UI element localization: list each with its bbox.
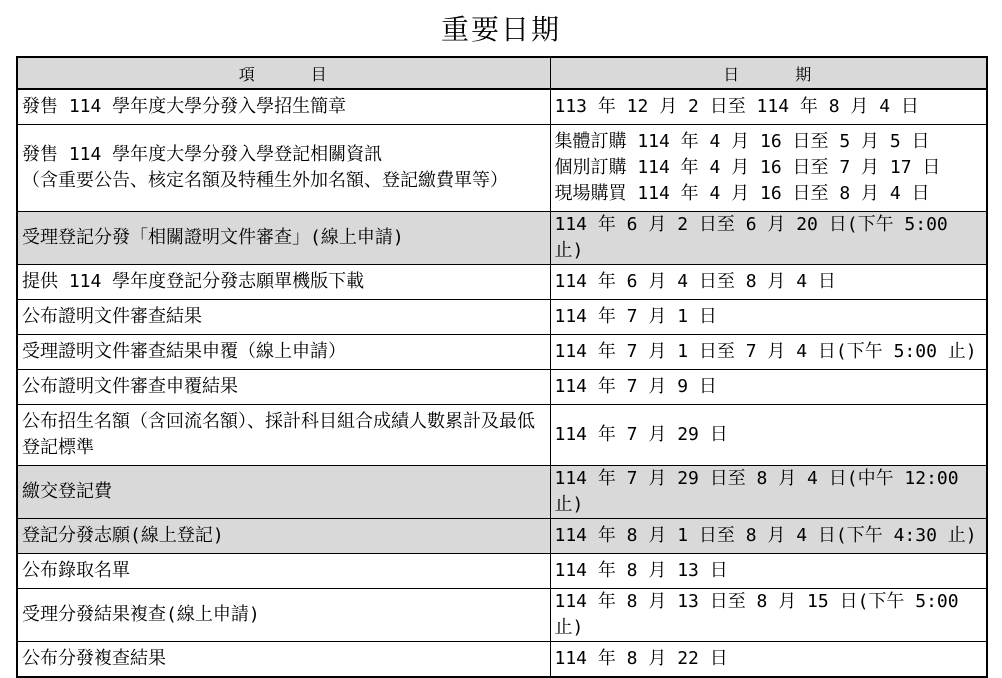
date-cell: 114 年 7 月 1 日 <box>550 300 987 335</box>
column-header-item: 項 目 <box>17 57 550 89</box>
item-cell: 公布證明文件審查申覆結果 <box>17 370 550 405</box>
date-cell: 114 年 8 月 1 日至 8 月 4 日(下午 4:30 止) <box>550 519 987 554</box>
item-cell: 受理證明文件審查結果申覆（線上申請） <box>17 335 550 370</box>
item-cell: 受理分發結果複查(線上申請) <box>17 589 550 642</box>
item-cell: 發售 114 學年度大學分發入學登記相關資訊 （含重要公告、核定名額及特種生外加名額、登記繳費單等） <box>17 125 550 212</box>
table-row <box>17 335 987 370</box>
item-cell: 公布分發複查結果 <box>17 642 550 678</box>
table-row <box>17 519 987 554</box>
item-cell: 公布招生名額（含回流名額）、採計科目組合成績人數累計及最低登記標準 <box>17 405 550 466</box>
table-row <box>17 125 987 212</box>
table-row <box>17 370 987 405</box>
table-row <box>17 212 987 265</box>
item-cell: 公布證明文件審查結果 <box>17 300 550 335</box>
table-row <box>17 405 987 466</box>
date-cell: 114 年 8 月 22 日 <box>550 642 987 678</box>
table-row <box>17 589 987 642</box>
page-title: 重要日期 <box>440 13 561 46</box>
date-cell: 114 年 7 月 9 日 <box>550 370 987 405</box>
item-cell: 繳交登記費 <box>17 466 550 519</box>
item-cell: 公布錄取名單 <box>17 554 550 589</box>
date-cell: 114 年 6 月 2 日至 6 月 20 日(下午 5:00 止) <box>550 212 987 265</box>
important-dates-table <box>16 56 988 678</box>
table-body <box>17 89 987 677</box>
table-row <box>17 466 987 519</box>
date-cell: 114 年 7 月 29 日 <box>550 405 987 466</box>
date-cell: 集體訂購 114 年 4 月 16 日至 5 月 5 日 個別訂購 114 年 4 月 16 日至 7 月 17 日 現場購買 114 年 4 月 16 日至 8 月 4 日 <box>550 125 987 212</box>
table-row <box>17 89 987 125</box>
table-row <box>17 265 987 300</box>
date-cell: 114 年 6 月 4 日至 8 月 4 日 <box>550 265 987 300</box>
item-cell: 發售 114 學年度大學分發入學招生簡章 <box>17 89 550 125</box>
table-row <box>17 300 987 335</box>
date-cell: 114 年 8 月 13 日至 8 月 15 日(下午 5:00 止) <box>550 589 987 642</box>
date-cell: 114 年 7 月 1 日至 7 月 4 日(下午 5:00 止) <box>550 335 987 370</box>
date-cell: 113 年 12 月 2 日至 114 年 8 月 4 日 <box>550 89 987 125</box>
table-row <box>17 554 987 589</box>
item-cell: 提供 114 學年度登記分發志願單機版下載 <box>17 265 550 300</box>
date-cell: 114 年 7 月 29 日至 8 月 4 日(中午 12:00 止) <box>550 466 987 519</box>
item-cell: 登記分發志願(線上登記) <box>17 519 550 554</box>
column-header-date: 日 期 <box>550 57 987 89</box>
item-cell: 受理登記分發「相關證明文件審查」(線上申請) <box>17 212 550 265</box>
table-row <box>17 642 987 678</box>
date-cell: 114 年 8 月 13 日 <box>550 554 987 589</box>
table-header-row <box>17 57 987 89</box>
